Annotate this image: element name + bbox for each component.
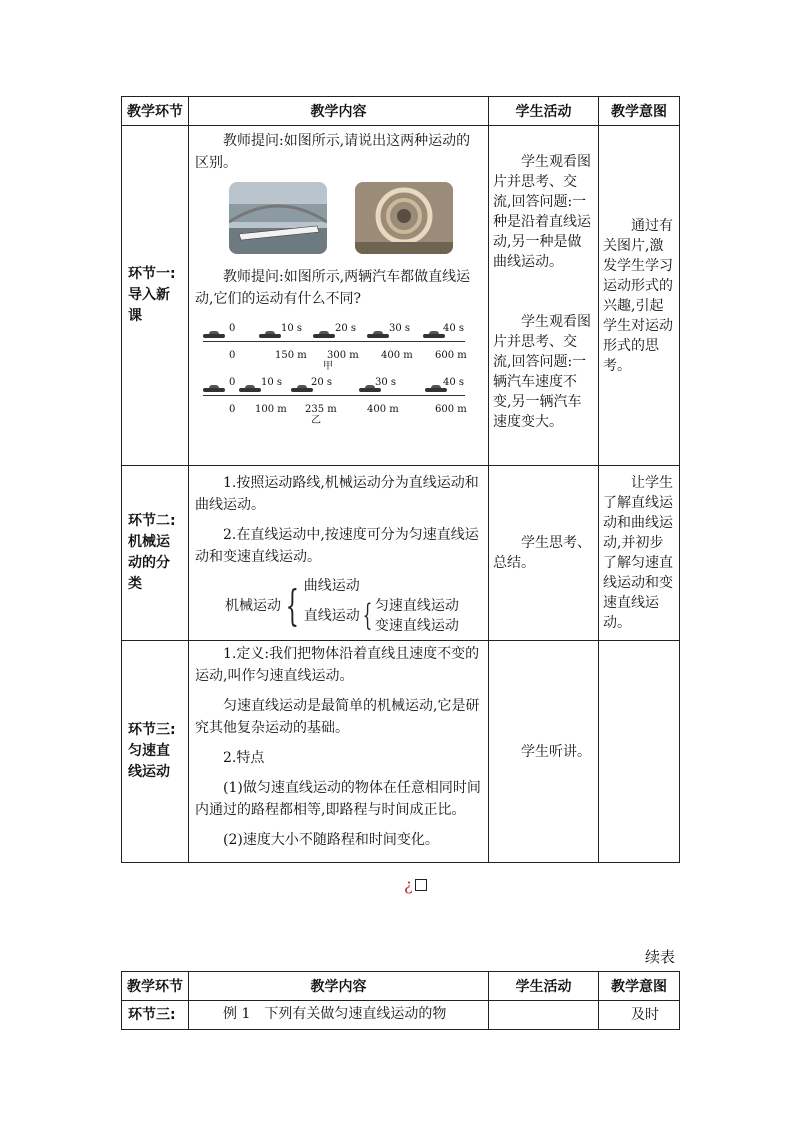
continued-table	[121, 971, 680, 1030]
car-a-distance: 150 m	[275, 350, 307, 361]
car-b-distance: 600 m	[435, 404, 467, 415]
train-bridge-photo	[229, 182, 327, 254]
teaching-intent: 通过有关图片,激发学生学习运动形式的兴趣,引起学生对运动形式的思考。	[603, 217, 673, 374]
tree-variable: 变速直线运动	[374, 618, 459, 634]
car-icon	[425, 385, 447, 394]
intent-cell	[599, 126, 680, 466]
content-cell	[189, 641, 489, 863]
car-a-time: 40 s	[443, 323, 465, 334]
classification-tree	[225, 576, 482, 636]
roller-coaster-photo	[355, 182, 453, 254]
car-icon	[203, 385, 225, 394]
intent-cell	[599, 466, 680, 641]
car-a-distance: 300 m	[327, 350, 359, 361]
car-b-distance: 235 m	[305, 404, 337, 415]
car-b-distance: 400 m	[367, 404, 399, 415]
page-mark	[404, 875, 427, 894]
car-b-distance: 0	[229, 404, 236, 415]
tree-curve: 曲线运动	[303, 578, 360, 594]
track-line	[203, 341, 465, 342]
header-content: 教学内容	[189, 972, 489, 1001]
brace-icon: {	[285, 581, 300, 630]
page-mark-glyph: ¿	[404, 875, 413, 894]
car-a-distance: 400 m	[381, 350, 413, 361]
track-line	[203, 395, 465, 396]
header-content: 教学内容	[189, 97, 489, 126]
classification-point-2: 2.在直线运动中,按速度可分为匀速直线运动和变速直线运动。	[195, 527, 479, 565]
feature-1: (1)做匀速直线运动的物体在任意相同时间内通过的路程都相等,即路程与时间成正比。	[195, 780, 481, 818]
car-motion-diagram	[203, 318, 473, 436]
student-activity: 学生听讲。	[521, 743, 591, 760]
car-b-time: 20 s	[311, 377, 333, 388]
definition-text: 1.定义:我们把物体沿着直线且速度不变的运动,叫作匀速直线运动。	[195, 646, 480, 684]
car-icon	[239, 385, 261, 394]
car-b-time: 10 s	[261, 377, 283, 388]
content-cell	[189, 1001, 489, 1030]
brace-icon: {	[362, 598, 373, 633]
student-activity-2: 学生观看图片并思考、交流,回答问题:一辆汽车速度不变,另一辆汽车速度变大。	[493, 314, 591, 430]
intent-cell	[599, 641, 680, 863]
photo-row	[229, 182, 482, 254]
classification-point-1: 1.按照运动路线,机械运动分为直线运动和曲线运动。	[195, 475, 479, 513]
car-icon	[359, 385, 381, 394]
table-header-row	[122, 972, 680, 1001]
header-activity: 学生活动	[489, 972, 599, 1001]
car-b-time: 30 s	[375, 377, 397, 388]
car-b-time: 40 s	[443, 377, 465, 388]
table-row	[122, 466, 680, 641]
car-b-time: 0	[229, 377, 236, 388]
car-a-distance: 0	[229, 350, 236, 361]
student-activity: 学生思考、总结。	[493, 535, 591, 571]
lesson-plan-table	[121, 96, 680, 863]
example-text: 例 1 下列有关做匀速直线运动的物	[223, 1006, 447, 1022]
table-row	[122, 641, 680, 863]
stage-cell: 环节三:	[122, 1001, 189, 1030]
stage-cell: 环节一:导入新课	[122, 126, 189, 466]
header-intent: 教学意图	[599, 97, 680, 126]
car-a-time: 0	[229, 323, 236, 334]
car-icon	[203, 331, 225, 340]
tree-uniform: 匀速直线运动	[374, 598, 459, 614]
car-a-time: 10 s	[281, 323, 303, 334]
teaching-intent: 及时	[631, 1007, 659, 1023]
header-activity: 学生活动	[489, 97, 599, 126]
header-intent: 教学意图	[599, 972, 680, 1001]
header-stage: 教学环节	[122, 972, 189, 1001]
teaching-intent: 让学生了解直线运动和曲线运动,并初步了解匀速直线运动和变速直线运动。	[603, 475, 673, 631]
tree-root: 机械运动	[225, 598, 281, 614]
car-icon	[291, 385, 313, 394]
intent-cell	[599, 1001, 680, 1030]
activity-cell	[489, 1001, 599, 1030]
car-a-time: 20 s	[335, 323, 357, 334]
stage-cell: 环节三:匀速直线运动	[122, 641, 189, 863]
feature-2: (2)速度大小不随路程和时间变化。	[223, 832, 439, 848]
stage-cell: 环节二:机械运动的分类	[122, 466, 189, 641]
car-a-distance: 600 m	[435, 350, 467, 361]
content-cell	[189, 466, 489, 641]
teacher-question-1: 教师提问:如图所示,请说出这两种运动的区别。	[195, 133, 471, 171]
car-icon	[259, 331, 281, 340]
content-cell	[189, 126, 489, 466]
checkbox-icon	[415, 879, 427, 891]
table-header-row	[122, 97, 680, 126]
activity-cell	[489, 126, 599, 466]
car-a-time: 30 s	[389, 323, 411, 334]
basis-text: 匀速直线运动是最简单的机械运动,它是研究其他复杂运动的基础。	[195, 698, 480, 736]
car-icon	[367, 331, 389, 340]
car-b-distance: 100 m	[255, 404, 287, 415]
car-icon	[313, 331, 335, 340]
car-b-label: 乙	[311, 415, 321, 426]
table-row	[122, 126, 680, 466]
header-stage: 教学环节	[122, 97, 189, 126]
table-row	[122, 1001, 680, 1030]
continued-label: 续表	[645, 948, 676, 966]
activity-cell	[489, 466, 599, 641]
car-a-label: 甲	[323, 361, 333, 372]
teacher-question-2: 教师提问:如图所示,两辆汽车都做直线运动,它们的运动有什么不同?	[195, 269, 471, 307]
car-icon	[423, 331, 445, 340]
activity-cell	[489, 641, 599, 863]
tree-straight: 直线运动	[303, 608, 360, 624]
student-activity-1: 学生观看图片并思考、交流,回答问题:一种是沿着直线运动,另一种是做曲线运动。	[493, 154, 591, 270]
features-heading: 2.特点	[223, 750, 265, 766]
